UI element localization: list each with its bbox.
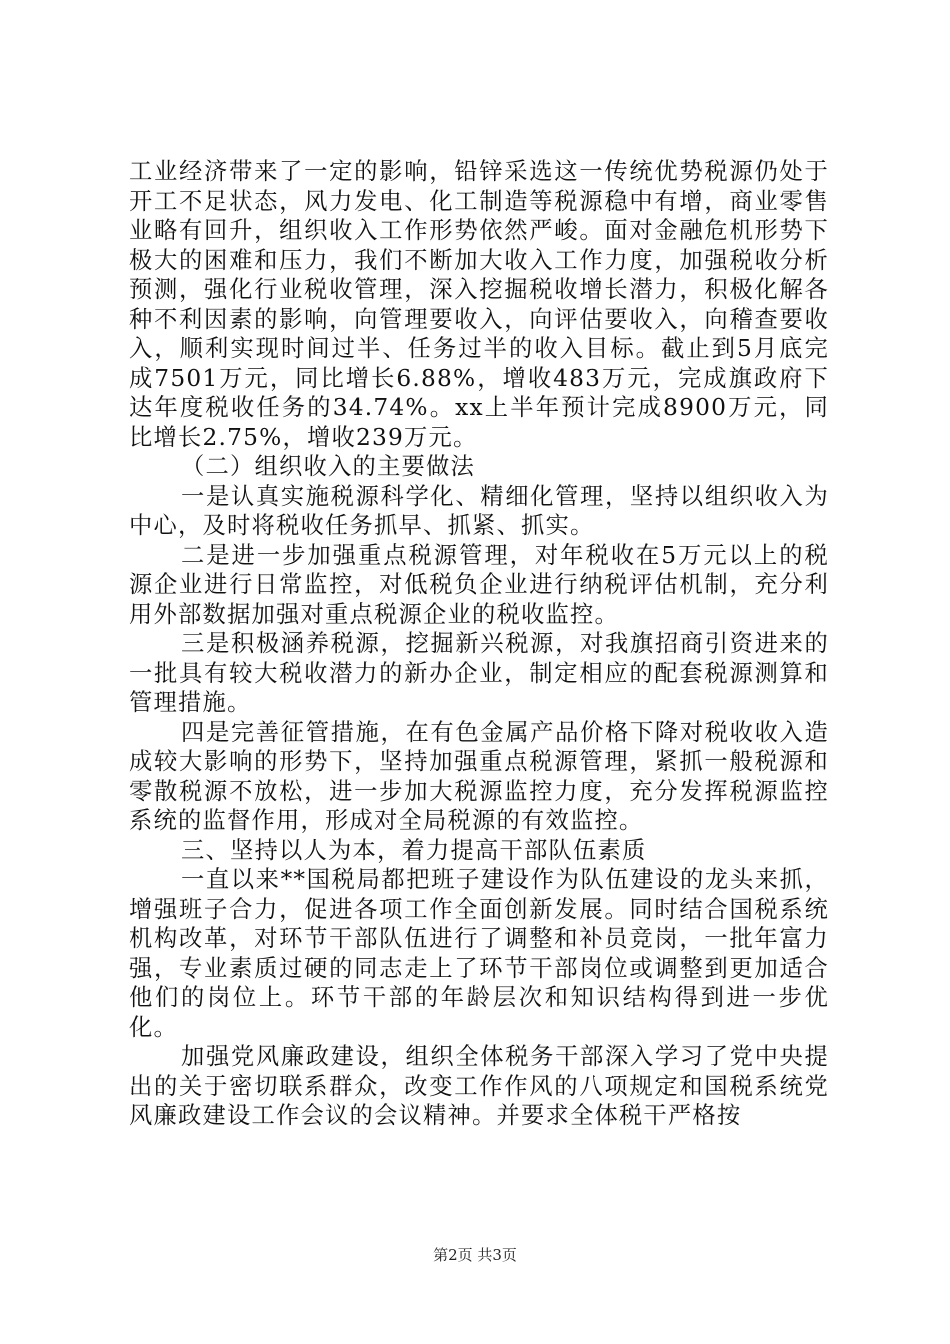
- paragraph-method-three: 三是积极涵养税源，挖掘新兴税源，对我旗招商引资进来的一批具有较大税收潜力的新办企业，制定相应的配套税源测算和管理措施。: [129, 630, 829, 716]
- section-heading-revenue-methods: （二）组织收入的主要做法: [181, 453, 475, 480]
- paragraph-integrity-building: 加强党风廉政建设，组织全体税务干部深入学习了党中央提出的关于密切联系群众，改变工作作风的八项规定和国税系统党风廉政建设工作会议的会议精神。并要求全体税干严格按: [129, 1043, 829, 1129]
- document-body: [129, 157, 829, 1131]
- paragraph-method-two: 二是进一步加强重点税源管理，对年税收在5万元以上的税源企业进行日常监控，对低税负企业进行纳税评估机制，充分利用外部数据加强对重点税源企业的税收监控。: [129, 541, 829, 628]
- paragraph-revenue-situation: 工业经济带来了一定的影响，铅锌采选这一传统优势税源仍处于开工不足状态，风力发电、化工制造等税源稳中有增，商业零售业略有回升，组织收入工作形势依然严峻。面对金融危机形势下极大的困难和压力，我们不断加大收入工作力度，加强税收分析预测，强化行业税收管理，深入挖掘税收增长潜力，积极化解各种不利因素的影响，向管理要收入，向评估要收入，向稽查要收入，顺利实现时间过半、任务过半的收入目标。截止到5月底完成7501万元，同比增长6.88%，增收483万元，完成旗政府下达年度税收任务的34.74%。xx上半年预计完成8900万元，同比增长2.75%，增收239万元。: [129, 158, 829, 451]
- paragraph-team-building: 一直以来**国税局都把班子建设作为队伍建设的龙头来抓，增强班子合力，促进各项工作全面创新发展。同时结合国税系统机构改革，对环节干部队伍进行了调整和补员竞岗，一批年富力强，专业素质过硬的同志走上了环节干部岗位或调整到更加适合他们的岗位上。环节干部的年龄层次和知识结构得到进一步优化。: [129, 866, 829, 1041]
- page-number-footer: 第2页 共3页: [433, 1246, 517, 1264]
- paragraph-method-four: 四是完善征管措施，在有色金属产品价格下降对税收收入造成较大影响的形势下，坚持加强重点税源管理，紧抓一般税源和零散税源不放松，进一步加大税源监控力度，充分发挥税源监控系统的监督作用，形成对全局税源的有效监控。: [129, 718, 829, 834]
- paragraph-method-one: 一是认真实施税源科学化、精细化管理，坚持以组织收入为中心，及时将税收任务抓早、抓紧、抓实。: [129, 482, 829, 539]
- section-heading-cadre-quality: 三、坚持以人为本，着力提高干部队伍素质: [181, 836, 647, 864]
